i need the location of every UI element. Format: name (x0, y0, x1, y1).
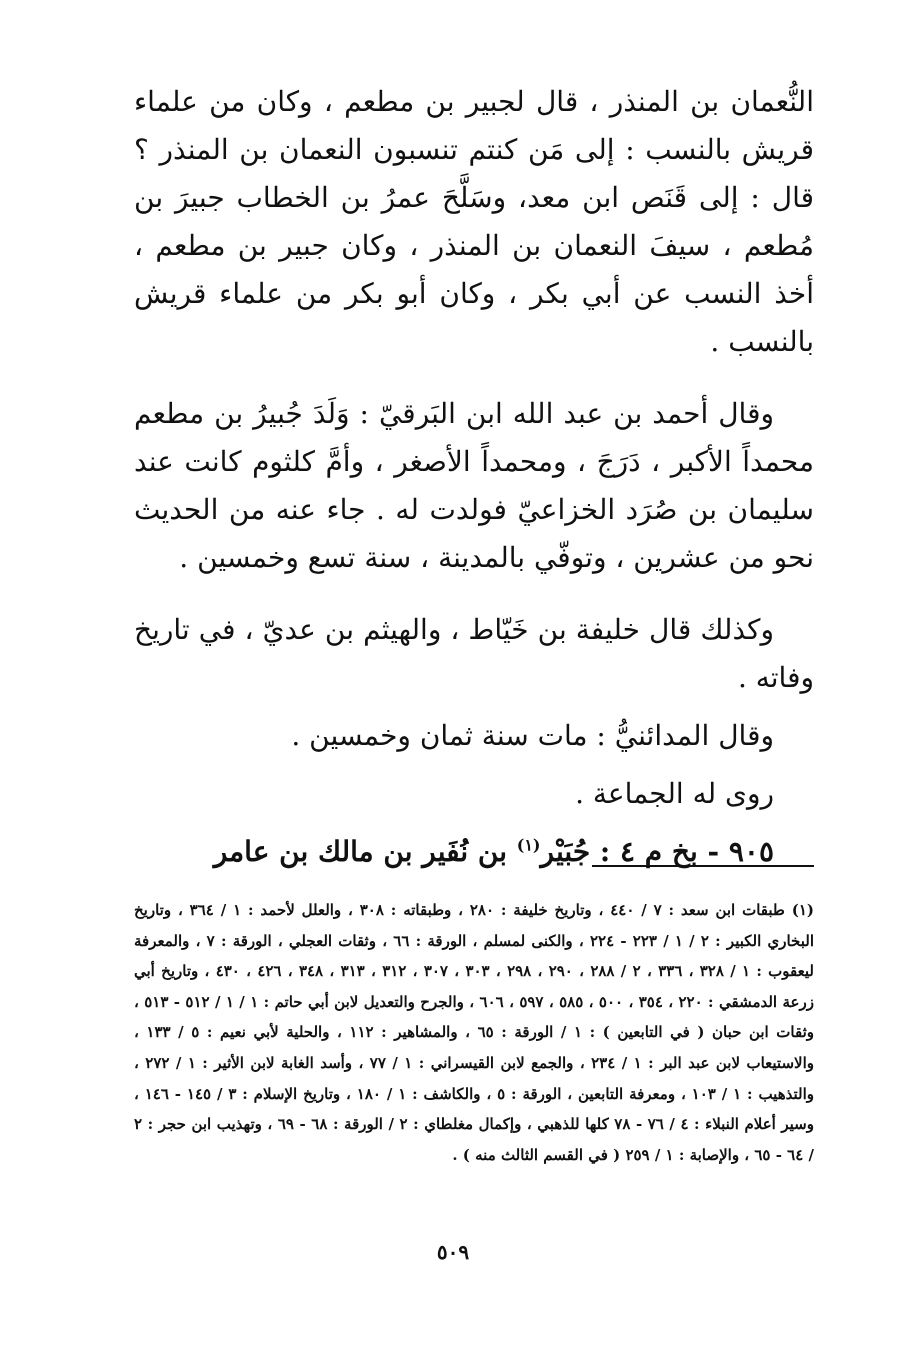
footnote-text: (١) طبقات ابن سعد : ٧ / ٤٤٠ ، وتاريخ خليفة : ٢٨٠ ، وطبقاته : ٣٠٨ ، والعلل لأحمد : ١ / ٣٦٤ ، وتاريخ البخاري الكبير : ٢ / ١ / ٢٢٣ - ٢٢٤ ، والكنى لمسلم ، الورقة : ٦٦ ، وثقات العجلي ، الورقة : ٧ ، والمعرفة ليعقوب : ١ / ٣٢٨ ، ٣٣٦ ، ٢ / ٢٨٨ ، ٢٩٠ ، ٢٩٨ ، ٣٠٣ ، ٣٠٧ ، ٣١٢ ، ٣١٣ ، ٣٤٨ ، ٤٢٦ ، ٤٣٠ ، وتاريخ أبي زرعة الدمشقي : ٢٢٠ ، ٣٥٤ ، ٥٠٠ ، ٥٨٥ ، ٥٩٧ ، ٦٠٦ ، والجرح والتعديل لابن أبي حاتم : ١ / ١ / ٥١٢ - ٥١٣ ، وثقات ابن حبان ( في التابعين ) : ١ / الورقة : ٦٥ ، والمشاهير : ١١٢ ، والحلية لأبي نعيم : ٥ / ١٣٣ ، والاستيعاب لابن عبد البر : ١ / ٢٣٤ ، والجمع لابن القيسراني : ١ / ٧٧ ، وأسد الغابة لابن الأثير : ١ / ٢٧٢ ، والتذهيب : ١ / ١٠٣ ، ومعرفة التابعين ، الورقة : ٥ ، والكاشف : ١ / ١٨٠ ، وتاريخ الإسلام : ٣ / ١٤٥ - ١٤٦ ، وسير أعلام النبلاء : ٤ / ٧٦ - ٧٨ كلها للذهبي ، وإكمال مغلطاي : ٢ / الورقة : ٦٨ - ٦٩ ، وتهذيب ابن حجر : ٢ / ٦٤ - ٦٥ ، والإصابة : ١ / ٢٥٩ ( في القسم الثالث منه ) . (134, 901, 814, 1164)
entry-heading (134, 828, 814, 876)
page-number: ٥٠٩ (436, 1240, 470, 1264)
main-text (134, 78, 814, 876)
paragraph-jamaa: روى له الجماعة . (575, 777, 774, 810)
paragraph-madaini: وقال المدائنيُّ : مات سنة ثمان وخمسين . (291, 719, 774, 752)
footnote-marker: (١) (516, 835, 541, 855)
entry-suffix: بن نُفَير بن مالك بن عامر (213, 835, 517, 868)
footnote-separator (592, 865, 814, 867)
paragraph-nu-man: النُّعمان بن المنذر ، قال لجبير بن مطعم ، وكان من علماء قريش بالنسب : إلى مَن كنتم تنسبون النعمان بن المنذر ؟ قال : إلى قَنَص ابن معد، وسَلَّحَ عمرُ بن الخطاب جبيرَ بن مُطعم ، سيفَ النعمان بن المنذر ، وكان جبير بن مطعم ، أخذ النسب عن أبي بكر ، وكان أبو بكر من علماء قريش بالنسب . (134, 85, 814, 358)
entry-prefix: ٩٠٥ - بخ م ٤ : جُبَيْر (540, 835, 774, 868)
paragraph-khalifa: وكذلك قال خليفة بن خَيّاط ، والهيثم بن عديّ ، في تاريخ وفاته . (134, 613, 814, 694)
paragraph-barqi: وقال أحمد بن عبد الله ابن البَرقيّ : وَلَدَ جُبيرُ بن مطعم محمداً الأكبر ، دَرَجَ ، ومحمداً الأصغر ، وأمَّ كلثوم كانت عند سليمان بن صُرَد الخزاعيّ فولدت له . جاء عنه من الحديث نحو من عشرين ، وتوفّي بالمدينة ، سنة تسع وخمسين . (134, 397, 814, 574)
footnotes (134, 895, 814, 1170)
